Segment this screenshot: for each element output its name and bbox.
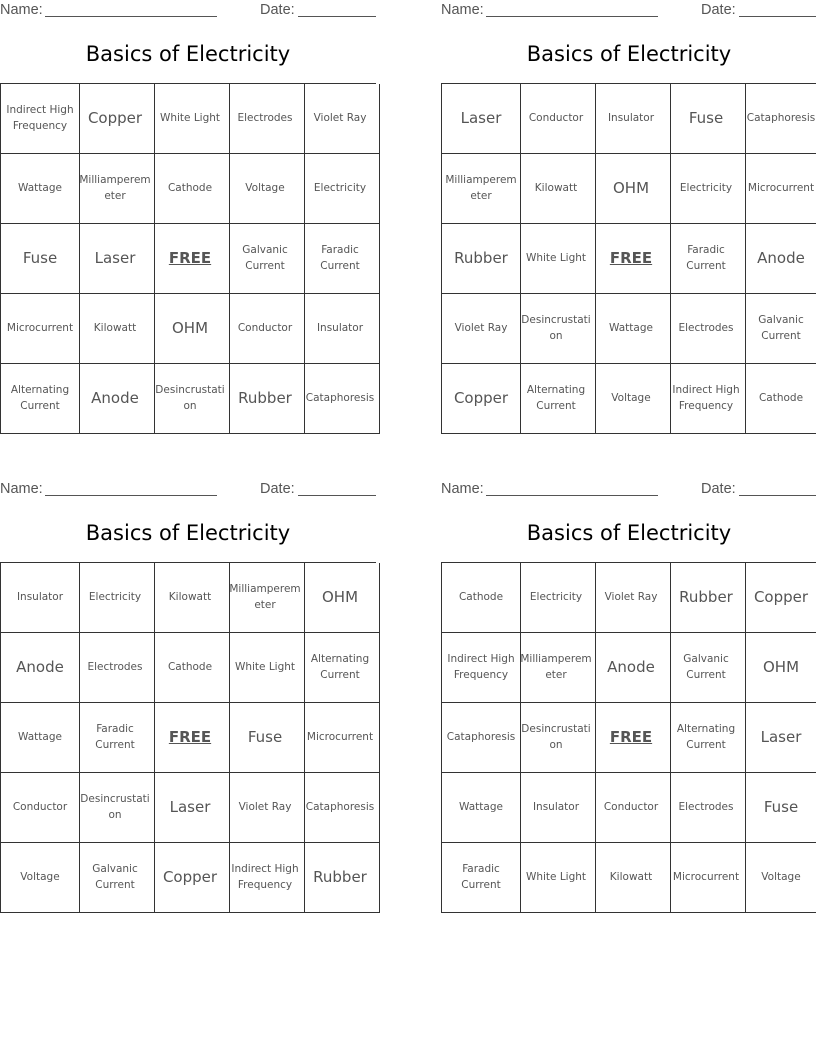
bingo-cell <box>226 563 305 633</box>
date-blank[interactable] <box>739 16 816 17</box>
bingo-cell-text: Faradic Current <box>320 244 360 272</box>
bingo-cell-text: Copper <box>753 587 809 606</box>
bingo-cell <box>517 843 596 913</box>
bingo-cell-text: Cataphoresis <box>446 730 516 743</box>
name-date-row <box>0 481 376 499</box>
bingo-cell <box>742 154 816 224</box>
bingo-cell-text: Insulator <box>316 321 364 334</box>
name-date-row <box>0 2 376 20</box>
bingo-cell <box>76 154 155 224</box>
bingo-cell-text: Fuse <box>22 248 58 267</box>
bingo-card <box>0 0 376 440</box>
bingo-cell <box>76 563 155 633</box>
bingo-cell-text: Cathode <box>167 660 213 673</box>
bingo-cell <box>226 364 305 434</box>
bingo-cell <box>1 563 80 633</box>
free-space-cell <box>592 224 671 294</box>
bingo-cell <box>151 843 230 913</box>
bingo-cell-text: White Light <box>234 660 296 673</box>
bingo-cell-text: Galvanic Current <box>242 244 288 272</box>
bingo-cell-text: Electrodes <box>678 321 734 334</box>
bingo-cell-text: Anode <box>757 248 805 267</box>
bingo-grid <box>0 562 376 913</box>
date-label: Date: <box>260 2 295 18</box>
bingo-cell <box>1 773 80 843</box>
bingo-cell <box>742 294 816 364</box>
date-blank[interactable] <box>298 16 376 17</box>
bingo-cell <box>667 563 746 633</box>
bingo-cell-text: Violet Ray <box>604 590 658 603</box>
date-blank[interactable] <box>739 495 816 496</box>
bingo-cell-text: Anode <box>16 657 64 676</box>
bingo-cell-text: Galvanic Current <box>92 863 138 891</box>
bingo-cell <box>151 633 230 703</box>
free-space-cell <box>151 703 230 773</box>
name-blank[interactable] <box>45 16 217 17</box>
bingo-cell <box>301 703 380 773</box>
bingo-cell <box>742 364 816 434</box>
bingo-cell <box>742 633 816 703</box>
bingo-cell-text: OHM <box>612 178 650 197</box>
bingo-cell-text: Desincrustation <box>155 384 225 412</box>
bingo-cell-text: Kilowatt <box>93 321 137 334</box>
bingo-cell-text: Anode <box>607 657 655 676</box>
bingo-cell-text: Indirect High Frequency <box>672 384 740 412</box>
bingo-cell-text: Desincrustation <box>521 314 591 342</box>
bingo-cell <box>1 224 80 294</box>
bingo-cell <box>742 563 816 633</box>
bingo-cell-text: Alternating Current <box>10 384 70 412</box>
bingo-cell <box>667 703 746 773</box>
bingo-cell <box>517 84 596 154</box>
bingo-cell-text: Violet Ray <box>313 111 367 124</box>
bingo-cell <box>517 773 596 843</box>
bingo-cell-text: Rubber <box>313 867 367 886</box>
name-blank[interactable] <box>45 495 217 496</box>
bingo-cell <box>301 294 380 364</box>
bingo-cell <box>151 84 230 154</box>
bingo-cell <box>442 703 521 773</box>
bingo-cell-text: Indirect High Frequency <box>447 653 515 681</box>
bingo-cell <box>667 843 746 913</box>
bingo-cell <box>592 563 671 633</box>
bingo-cell <box>592 364 671 434</box>
bingo-cell <box>151 154 230 224</box>
bingo-cell-text: White Light <box>525 251 587 264</box>
bingo-cell <box>517 364 596 434</box>
bingo-cell-text: FREE <box>609 248 653 267</box>
bingo-cell <box>1 294 80 364</box>
bingo-cell <box>592 84 671 154</box>
bingo-cell-text: Laser <box>760 727 802 746</box>
bingo-cell <box>442 843 521 913</box>
bingo-cell-text: White Light <box>525 870 587 883</box>
bingo-grid <box>441 83 816 434</box>
bingo-cell-text: Faradic Current <box>461 863 501 891</box>
bingo-cell-text: Fuse <box>688 108 724 127</box>
bingo-card <box>441 0 816 440</box>
bingo-cell <box>667 84 746 154</box>
bingo-cell-text: Electrodes <box>87 660 143 673</box>
bingo-cell-text: Microcurrent <box>747 181 815 194</box>
bingo-cell <box>226 294 305 364</box>
bingo-cell-text: Electricity <box>88 590 142 603</box>
bingo-cell <box>151 773 230 843</box>
bingo-cell-text: Electrodes <box>237 111 293 124</box>
bingo-cell <box>742 703 816 773</box>
bingo-cell-text: Kilowatt <box>609 870 653 883</box>
bingo-cell-text: Laser <box>94 248 136 267</box>
bingo-cell-text: Wattage <box>18 181 62 194</box>
bingo-cell-text: Milliamperemeter <box>79 174 151 202</box>
name-blank[interactable] <box>486 495 658 496</box>
bingo-cell-text: Violet Ray <box>454 321 508 334</box>
bingo-cell-text: Alternating Current <box>526 384 586 412</box>
bingo-cell-text: Insulator <box>532 800 580 813</box>
bingo-cell <box>517 294 596 364</box>
bingo-cell <box>226 773 305 843</box>
bingo-cell <box>1 703 80 773</box>
bingo-cell <box>442 364 521 434</box>
bingo-cell-text: Copper <box>453 388 509 407</box>
bingo-cell-text: Copper <box>162 867 218 886</box>
bingo-cell <box>667 633 746 703</box>
bingo-cell <box>301 563 380 633</box>
bingo-cell-text: Alternating Current <box>676 723 736 751</box>
free-space-cell <box>151 224 230 294</box>
date-blank[interactable] <box>298 495 376 496</box>
bingo-cell <box>442 294 521 364</box>
bingo-cell-text: Conductor <box>12 800 68 813</box>
bingo-cell <box>76 633 155 703</box>
bingo-cell-text: Electricity <box>679 181 733 194</box>
bingo-cell <box>592 154 671 224</box>
bingo-cell-text: Galvanic Current <box>758 314 804 342</box>
free-space-cell <box>592 703 671 773</box>
bingo-cell <box>742 843 816 913</box>
bingo-cell <box>151 364 230 434</box>
bingo-cell-text: Wattage <box>459 800 503 813</box>
bingo-grid <box>0 83 376 434</box>
bingo-cell <box>301 224 380 294</box>
bingo-cell <box>517 154 596 224</box>
name-date-row <box>441 2 816 20</box>
bingo-cell <box>226 224 305 294</box>
bingo-cell-text: Milliamperemeter <box>445 174 517 202</box>
bingo-cell <box>76 294 155 364</box>
bingo-cell-text: OHM <box>171 318 209 337</box>
bingo-cell-text: Alternating Current <box>310 653 370 681</box>
bingo-cell-text: Cataphoresis <box>305 391 375 404</box>
name-date-row <box>441 481 816 499</box>
bingo-cell <box>592 773 671 843</box>
bingo-cell <box>517 703 596 773</box>
bingo-cell <box>301 364 380 434</box>
bingo-cell <box>76 84 155 154</box>
bingo-cell <box>517 563 596 633</box>
bingo-cell-text: Faradic Current <box>686 244 726 272</box>
bingo-cell <box>226 703 305 773</box>
bingo-cell <box>667 773 746 843</box>
bingo-cell-text: Violet Ray <box>238 800 292 813</box>
bingo-cell-text: Cataphoresis <box>305 800 375 813</box>
bingo-cell-text: Kilowatt <box>534 181 578 194</box>
bingo-cell-text: Microcurrent <box>672 870 740 883</box>
bingo-cell <box>517 224 596 294</box>
bingo-cell <box>76 224 155 294</box>
name-blank[interactable] <box>486 16 658 17</box>
bingo-cell <box>226 154 305 224</box>
bingo-cell-text: Desincrustation <box>521 723 591 751</box>
bingo-cell <box>76 364 155 434</box>
bingo-cell-text: Milliamperemeter <box>520 653 592 681</box>
bingo-cell-text: Microcurrent <box>6 321 74 334</box>
bingo-cell <box>667 154 746 224</box>
card-title: Basics of Electricity <box>85 521 291 545</box>
bingo-cell <box>667 224 746 294</box>
bingo-cell-text: Galvanic Current <box>683 653 729 681</box>
bingo-cell-text: Indirect High Frequency <box>6 104 74 132</box>
bingo-cell <box>442 224 521 294</box>
bingo-cell-text: FREE <box>168 248 212 267</box>
name-label: Name: <box>441 481 484 497</box>
bingo-cell <box>301 154 380 224</box>
bingo-cell-text: Conductor <box>528 111 584 124</box>
bingo-cell <box>226 843 305 913</box>
bingo-cell <box>442 563 521 633</box>
bingo-cell-text: Rubber <box>238 388 292 407</box>
bingo-cell-text: White Light <box>159 111 221 124</box>
bingo-cell <box>592 633 671 703</box>
bingo-cell <box>592 294 671 364</box>
bingo-cell <box>667 364 746 434</box>
bingo-cell <box>301 633 380 703</box>
bingo-cell-text: Microcurrent <box>306 730 374 743</box>
bingo-cell <box>667 294 746 364</box>
bingo-cell <box>1 633 80 703</box>
bingo-cell <box>301 843 380 913</box>
bingo-cell-text: Insulator <box>16 590 64 603</box>
bingo-cell-text: Fuse <box>763 797 799 816</box>
bingo-cell <box>1 154 80 224</box>
bingo-cell-text: Cathode <box>758 391 804 404</box>
bingo-cell <box>442 773 521 843</box>
bingo-cell <box>1 843 80 913</box>
bingo-cell-text: Anode <box>91 388 139 407</box>
bingo-cell-text: Rubber <box>679 587 733 606</box>
bingo-cell <box>517 633 596 703</box>
date-label: Date: <box>701 2 736 18</box>
bingo-cell-text: Laser <box>169 797 211 816</box>
bingo-cell <box>76 843 155 913</box>
bingo-cell <box>226 633 305 703</box>
bingo-cell-text: Wattage <box>18 730 62 743</box>
bingo-grid <box>441 562 816 913</box>
bingo-cell <box>442 633 521 703</box>
bingo-cell <box>76 773 155 843</box>
bingo-cell-text: Voltage <box>761 870 801 883</box>
bingo-cell <box>592 843 671 913</box>
name-label: Name: <box>0 481 43 497</box>
bingo-cell-text: Fuse <box>247 727 283 746</box>
name-label: Name: <box>0 2 43 18</box>
bingo-cell-text: Faradic Current <box>95 723 135 751</box>
bingo-cell-text: Electricity <box>529 590 583 603</box>
bingo-cell <box>301 84 380 154</box>
bingo-cell-text: Laser <box>460 108 502 127</box>
bingo-cell-text: Cataphoresis <box>746 111 816 124</box>
bingo-cell-text: Conductor <box>237 321 293 334</box>
card-title: Basics of Electricity <box>526 42 732 66</box>
bingo-card <box>441 479 816 919</box>
card-title: Basics of Electricity <box>85 42 291 66</box>
bingo-cell <box>442 84 521 154</box>
bingo-card <box>0 479 376 919</box>
bingo-cell-text: Voltage <box>20 870 60 883</box>
date-label: Date: <box>260 481 295 497</box>
bingo-cell-text: OHM <box>321 587 359 606</box>
bingo-cell-text: Milliamperemeter <box>229 583 301 611</box>
bingo-cell-text: OHM <box>762 657 800 676</box>
bingo-cell-text: Rubber <box>454 248 508 267</box>
bingo-cell-text: Conductor <box>603 800 659 813</box>
bingo-cell-text: Wattage <box>609 321 653 334</box>
bingo-cell-text: Cathode <box>167 181 213 194</box>
name-label: Name: <box>441 2 484 18</box>
bingo-cell-text: FREE <box>609 727 653 746</box>
bingo-cell <box>151 294 230 364</box>
bingo-cell <box>442 154 521 224</box>
date-label: Date: <box>701 481 736 497</box>
bingo-cell <box>742 224 816 294</box>
bingo-cell <box>1 84 80 154</box>
bingo-cell-text: Voltage <box>611 391 651 404</box>
bingo-cell-text: Copper <box>87 108 143 127</box>
bingo-cell-text: Voltage <box>245 181 285 194</box>
bingo-cell-text: Indirect High Frequency <box>231 863 299 891</box>
bingo-cell <box>76 703 155 773</box>
bingo-cell <box>151 563 230 633</box>
bingo-cell-text: Electricity <box>313 181 367 194</box>
card-title: Basics of Electricity <box>526 521 732 545</box>
bingo-cell <box>226 84 305 154</box>
bingo-cell <box>742 84 816 154</box>
bingo-cell-text: Kilowatt <box>168 590 212 603</box>
bingo-cell-text: Desincrustation <box>80 793 150 821</box>
bingo-cell-text: Electrodes <box>678 800 734 813</box>
bingo-cell <box>742 773 816 843</box>
bingo-cell-text: Insulator <box>607 111 655 124</box>
bingo-cell-text: Cathode <box>458 590 504 603</box>
bingo-cell <box>1 364 80 434</box>
bingo-cell-text: FREE <box>168 727 212 746</box>
bingo-cell <box>301 773 380 843</box>
